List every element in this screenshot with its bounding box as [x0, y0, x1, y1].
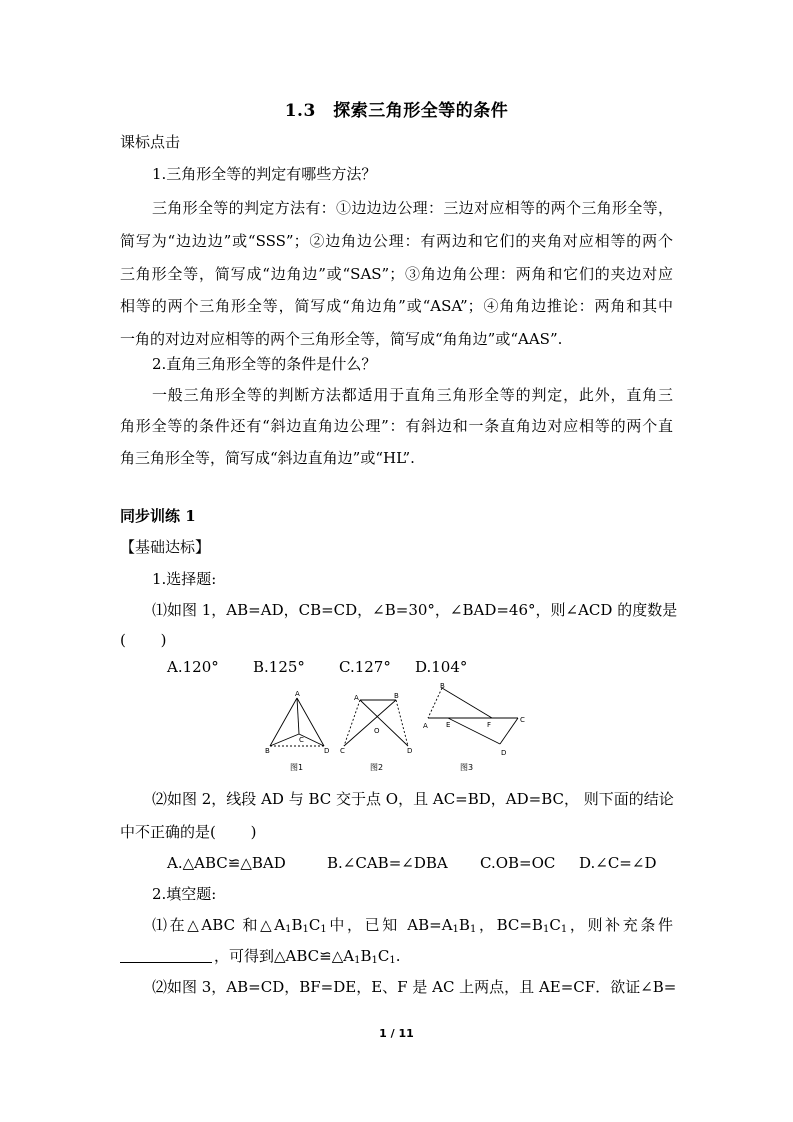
option-a: A.△ABC≌△BAD	[167, 854, 286, 872]
option-a: A.120°	[167, 658, 219, 676]
fig1-label-b: B	[265, 747, 270, 755]
fig2-label-d: D	[407, 747, 413, 755]
fig3-label-b: B	[440, 682, 445, 690]
choice-2-line-2: 中不正确的是( )	[120, 823, 257, 841]
choice-1-options	[167, 657, 467, 677]
choice-2-options	[167, 853, 656, 873]
paragraph-2-line-3: 角三角形全等，简写成“斜边直角边”或“HL”.	[120, 449, 415, 467]
fig1-label-d: D	[324, 747, 330, 755]
fill-label: 2.填空题:	[152, 885, 217, 903]
option-b: B.∠CAB=∠DBA	[327, 854, 448, 872]
paragraph-1-line-3: 三角形全等，简写成“边角边”或“SAS”；③角边角公理：两角和它们的夹边对应	[120, 265, 673, 283]
fig2-label-c: C	[340, 747, 345, 755]
option-d: D.104°	[415, 658, 468, 676]
paragraph-1-line-2: 简写为“边边边”或“SSS”；②边角边公理：有两边和它们的夹角对应相等的两个	[120, 232, 673, 250]
figure-3	[428, 688, 518, 744]
fig3-caption: 图3	[460, 763, 474, 772]
paragraph-2-line-2: 角形全等的条件还有“斜边直角边公理”：有斜边和一条直角边对应相等的两个直	[120, 417, 673, 435]
fig2-label-o: O	[374, 727, 380, 735]
fig3-label-a: A	[423, 722, 428, 730]
page-number: 1 / 11	[379, 1027, 414, 1040]
section-label: 课标点击	[120, 133, 181, 151]
option-d: D.∠C=∠D	[579, 854, 657, 872]
figure-1	[270, 698, 324, 746]
figure-2	[344, 700, 408, 746]
option-c: C.OB=OC	[480, 854, 556, 872]
fig1-caption: 图1	[290, 763, 304, 772]
question-2: 2.直角三角形全等的条件是什么？	[152, 355, 377, 373]
basic-label: 【基础达标】	[120, 538, 211, 556]
fig3-label-e: E	[446, 721, 451, 729]
choice-2-line-1: ⑵如图 2，线段 AD 与 BC 交于点 O，且 AC=BD，AD=BC， 则下面的结论	[152, 790, 674, 808]
fig3-label-d: D	[501, 749, 507, 757]
paragraph-1-line-1: 三角形全等的判定方法有：①边边边公理：三边对应相等的两个三角形全等，	[152, 199, 673, 217]
figures-group	[262, 682, 538, 778]
question-1: 1.三角形全等的判定有哪些方法？	[152, 165, 377, 183]
fig3-label-f: F	[487, 721, 492, 729]
fill-1-line-1: ⑴在△ABC 和$\triangle A_1B_1C_1$中，已知 $AB=A_1B_1$，$BC=B_1C_1$，则补充条件	[152, 916, 673, 935]
answer-blank[interactable]	[120, 948, 212, 963]
choice-1-line-2: ( )	[120, 631, 167, 649]
choice-label: 1.选择题:	[152, 570, 217, 588]
page-title: 1.3 探索三角形全等的条件	[284, 101, 509, 121]
fig1-label-a: A	[295, 690, 300, 698]
paragraph-1-line-5: 一角的对边对应相等的两个三角形全等，简写成“角角边”或“AAS”.	[120, 330, 563, 348]
fill-2-line-1: ⑵如图 3，AB=CD，BF=DE，E、F 是 AC 上两点，且 AE=CF．欲证∠B=	[152, 978, 677, 996]
fig2-label-b: B	[394, 692, 399, 700]
fig2-caption: 图2	[370, 763, 384, 772]
fig2-label-a: A	[354, 694, 359, 702]
option-b: B.125°	[253, 658, 305, 676]
fill-1-line-2: ，可得到$\triangle ABC≌\triangle A_1B_1C_1$.	[120, 946, 401, 971]
training-title: 同步训练 1	[120, 507, 196, 525]
fig1-label-c: C	[299, 736, 304, 744]
paragraph-1-line-4: 相等的两个三角形全等，简写成“角边角”或“ASA”；④角角边推论：两角和其中	[120, 297, 673, 315]
fig3-label-c: C	[520, 716, 525, 724]
paragraph-2-line-1: 一般三角形全等的判断方法都适用于直角三角形全等的判定，此外，直角三	[152, 386, 673, 404]
choice-1-line-1: ⑴如图 1，AB=AD，CB=CD，∠B=30°，∠BAD=46°，则∠ACD 的度数是	[152, 601, 678, 619]
option-c: C.127°	[339, 658, 391, 676]
